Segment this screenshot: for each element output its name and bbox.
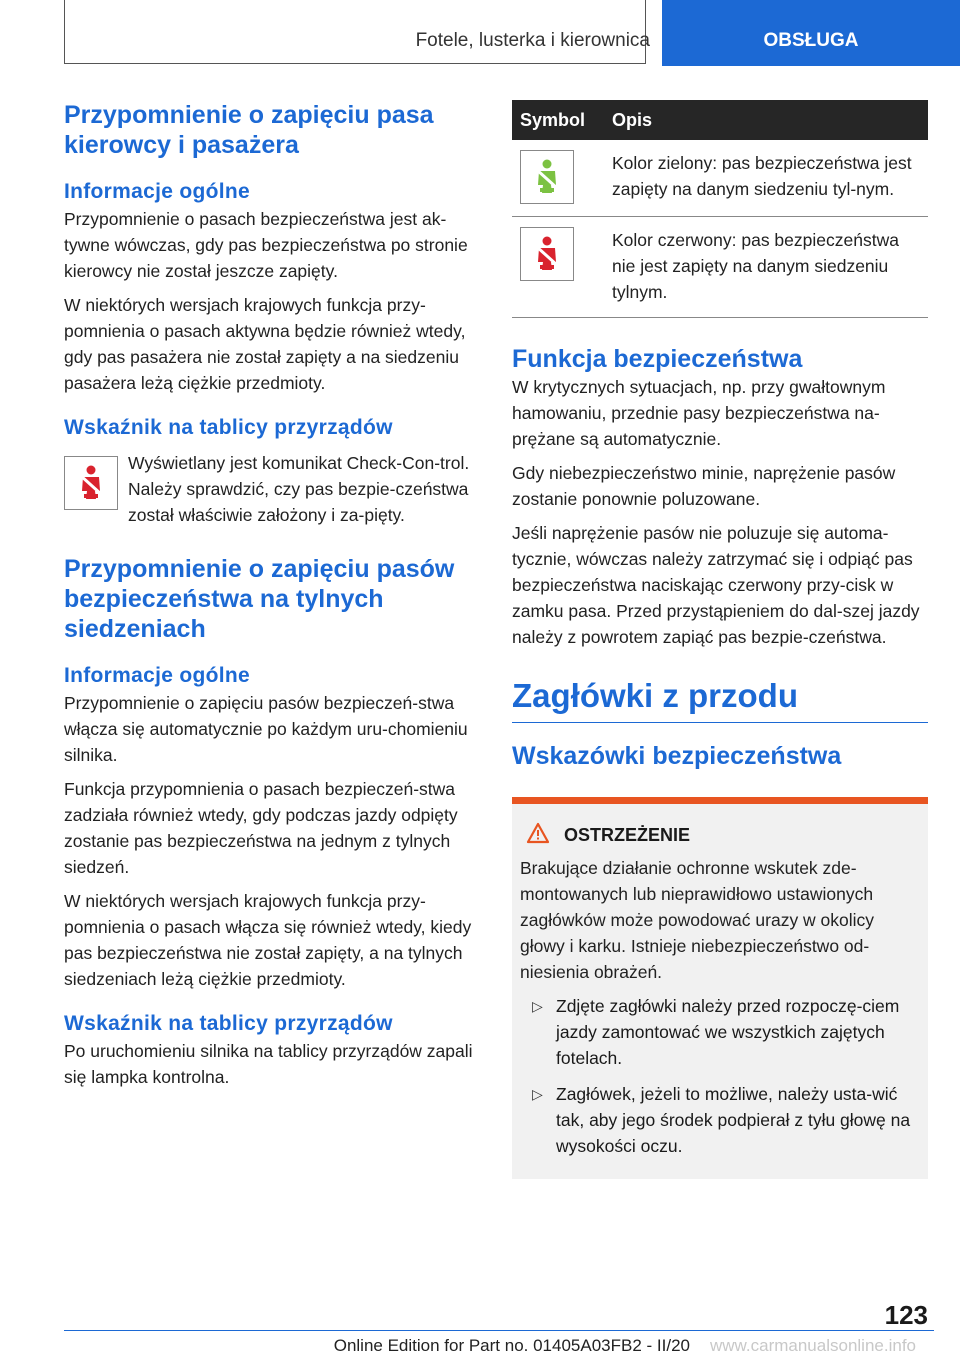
paragraph: Gdy niebezpieczeństwo minie, naprężenie pasów zostanie ponownie poluzowane. [512,463,896,509]
paragraph: Funkcja przypomnienia o pasach bezpieczeń-stwa zadziała również wtedy, gdy podczas jazdy odpięty zostanie pas bezpieczeństwa na jednym z tylnych siedzeń. [64,779,458,877]
footer-edition: Online Edition for Part no. 01405A03FB2 - II/20 [333,1336,690,1355]
table-row [512,140,928,217]
triangle-bullet-icon: ▷ [532,998,543,1014]
warning-label: OSTRZEŻENIE [564,825,691,845]
indicator-paragraph [64,450,478,528]
left-column [64,100,478,1090]
seatbelt-red-icon [520,227,574,281]
list-item: ▷ Zagłówek, jeżeli to możliwe, należy usta-wić tak, aby jego środek podpierał z tyłu głowę na wysokości oczu. [520,1081,920,1159]
footer-divider [64,1330,934,1331]
subsection-title: Wskaźnik na tablicy przyrządów [64,1012,393,1035]
warning-text: Brakujące działanie ochronne wskutek zde-montowanych lub nieprawidłowo ustawionych zagłówków może powodować urazy w okolicy głowy i karku. Istnieje niebezpieczeństwo od-niesienia obrażeń. [520,858,875,982]
seatbelt-red-icon [64,456,118,510]
subsection-title: Wskaźnik na tablicy przyrządów [64,416,393,439]
section-title: Przypomnienie o zapięciu pasa kierowcy i pasażera [64,101,434,159]
warning-triangle-icon [526,822,550,849]
paragraph: Po uruchomieniu silnika na tablicy przyrządów zapali się lampka kontrolna. [64,1041,473,1087]
list-item: ▷ Zdjęte zagłówki należy przed rozpoczę-ciem jazdy zamontować we wszystkich zajętych fotelach. [520,993,920,1071]
paragraph: W niektórych wersjach krajowych funkcja przy-pomnienia o pasach włącza się również wtedy, kiedy pas bezpieczeństwa nie został zapięty, a na tylnych siedzeniach leżą ciężkie przedmioty. [64,891,472,989]
section-title: Wskazówki bezpieczeństwa [512,742,842,770]
table-header-symbol: Symbol [512,100,604,140]
subsection-title: Informacje ogólne [64,180,250,203]
table-cell-desc: Kolor zielony: pas bezpieczeństwa jest zapięty na danym siedzeniu tyl-nym. [604,140,928,217]
subsection-title: Informacje ogólne [64,664,250,687]
page-number: 123 [884,1300,928,1330]
section-title: Funkcja bezpieczeństwa [512,345,803,373]
table-row [512,217,928,318]
seatbelt-green-icon [520,150,574,204]
paragraph: Przypomnienie o zapięciu pasów bezpieczeń-stwa włącza się automatycznie po każdym uru-chomieniu silnika. [64,693,468,765]
chapter-title: Zagłówki z przodu [512,676,928,723]
section-title: Przypomnienie o zapięciu pasów bezpieczeństwa na tylnych siedzeniach [64,555,455,643]
paragraph: W krytycznych sytuacjach, np. przy gwałtownym hamowaniu, przednie pasy bezpieczeństwa na-prężane są automatycznie. [512,377,886,449]
paragraph: Przypomnienie o pasach bezpieczeństwa jest ak-tywne wówczas, gdy pas bezpieczeństwa po stronie kierowcy nie został jeszcze zapięty. [64,209,468,281]
table-cell-desc: Kolor czerwony: pas bezpieczeństwa nie jest zapięty na danym siedzeniu tylnym. [604,217,928,318]
paragraph: W niektórych wersjach krajowych funkcja przy-pomnienia o pasach aktywna będzie również wtedy, gdy pas pasażera nie został zapięty a na siedzeniu pasażera leżą ciężkie przedmioty. [64,295,466,393]
footer-watermark: www.carmanualsonline.info [710,1336,916,1355]
paragraph: Wyświetlany jest komunikat Check-Con-trol. Należy sprawdzić, czy pas bezpie-czeństwa został właściwie założony i za-pięty. [128,453,470,525]
header-tab-obsluga[interactable]: OBSŁUGA [662,0,960,66]
warning-box [512,797,928,1179]
right-column [512,100,928,1179]
triangle-bullet-icon: ▷ [532,1086,543,1102]
header-section-title: Fotele, lusterka i kierownica [415,30,650,51]
paragraph: Jeśli naprężenie pasów nie poluzuje się automa-tycznie, wówczas należy zatrzymać się i odpiąć pas bezpieczeństwa naciskając czerwony przy-cisk w zamku pasa. Przed przystąpieniem do dal-szej jazdy należy z powrotem zapiąć pas bezpie-czeństwa. [512,523,920,647]
table-header-desc: Opis [604,100,928,140]
symbol-table [512,100,928,318]
